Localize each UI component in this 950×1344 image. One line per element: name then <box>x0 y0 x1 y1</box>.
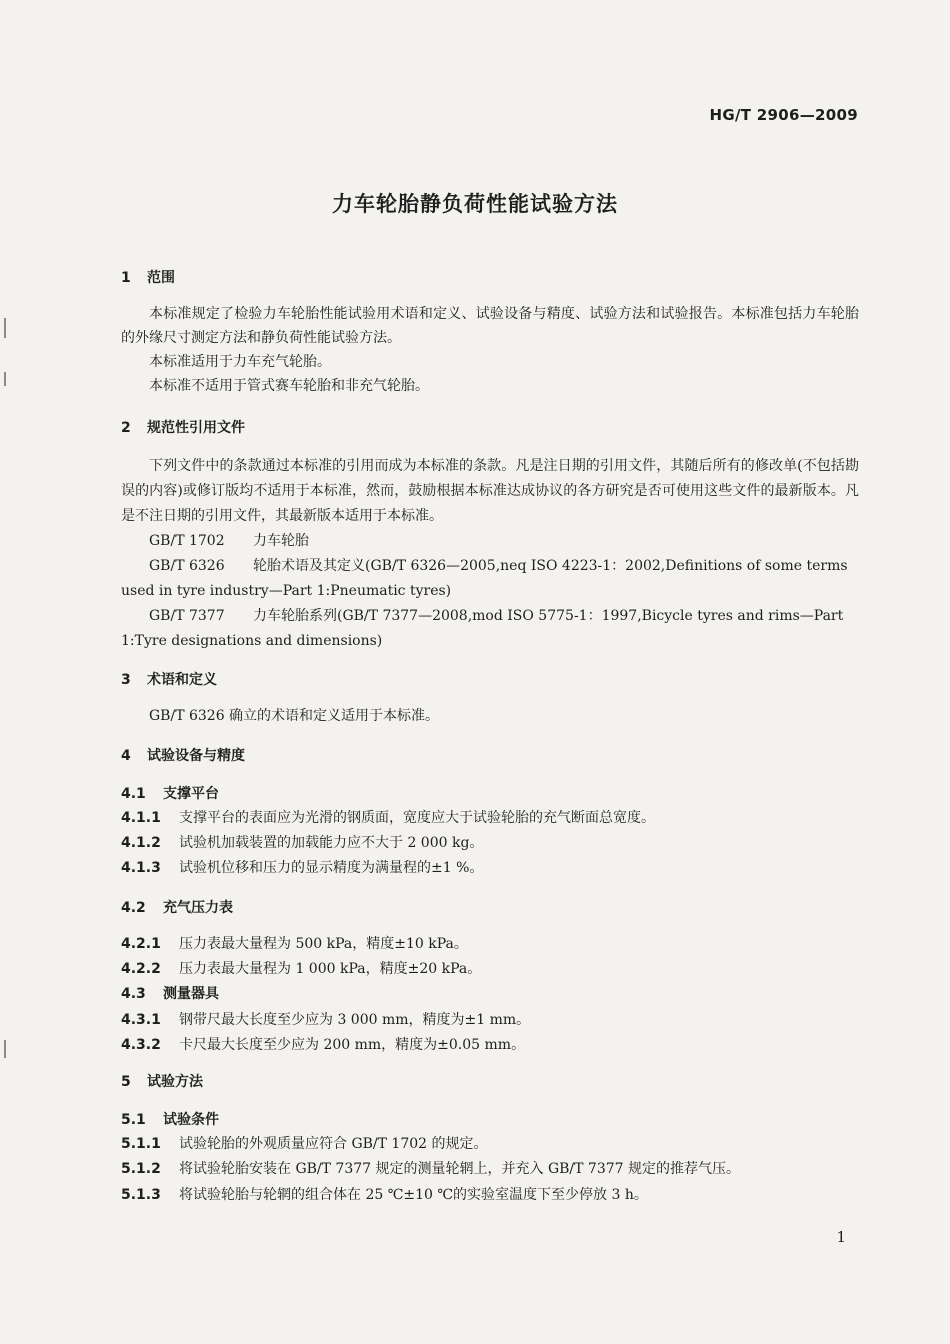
clause-text: 将试验轮胎安装在 GB/T 7377 规定的测量轮辋上，并充入 GB/T 7377 规定的推荐气压。 <box>179 1161 741 1177</box>
subsection-title: 支撑平台 <box>163 786 219 802</box>
clause-5-1-3 <box>121 1185 648 1205</box>
paragraph: 本标准不适用于管式赛车轮胎和非充气轮胎。 <box>149 378 429 394</box>
subsection-4-3-heading <box>121 984 219 1004</box>
clause-5-1-1 <box>121 1134 488 1154</box>
subsection-number: 4.1 <box>121 786 146 802</box>
section-2-body <box>121 454 859 654</box>
clause-text: 压力表最大量程为 1 000 kPa，精度±20 kPa。 <box>179 961 482 977</box>
section-title: 范围 <box>147 270 175 286</box>
section-title: 术语和定义 <box>147 672 217 688</box>
clause-number: 5.1.2 <box>121 1161 161 1177</box>
subsection-5-1-heading <box>121 1110 219 1130</box>
clause-4-2-2 <box>121 959 481 979</box>
clause-4-3-1 <box>121 1010 530 1030</box>
clause-text: 试验轮胎的外观质量应符合 GB/T 1702 的规定。 <box>179 1136 488 1152</box>
clause-4-3-2 <box>121 1035 525 1055</box>
section-number: 5 <box>121 1074 131 1090</box>
section-number: 3 <box>121 672 131 688</box>
clause-number: 4.3.2 <box>121 1037 161 1053</box>
clause-number: 4.2.1 <box>121 936 161 952</box>
subsection-number: 5.1 <box>121 1112 146 1128</box>
clause-text: 钢带尺最大长度至少应为 3 000 mm，精度为±1 mm。 <box>179 1012 531 1028</box>
section-3-body <box>121 704 859 728</box>
clause-4-1-2 <box>121 833 483 853</box>
reference-code: GB/T 6326 <box>149 558 225 574</box>
reference-text: 力车轮胎系列(GB/T 7377—2008,mod ISO 5775-1：1997,Bicycle tyres and rims—Part 1:Tyre designations and dimensions) <box>121 608 844 649</box>
reference-code: GB/T 7377 <box>149 608 225 624</box>
paragraph: 本标准规定了检验力车轮胎性能试验用术语和定义、试验设备与精度、试验方法和试验报告。本标准包括力车轮胎的外缘尺寸测定方法和静负荷性能试验方法。 <box>121 306 859 346</box>
normative-reference <box>121 529 859 554</box>
page-number: 1 <box>836 1228 846 1246</box>
clause-number: 4.1.2 <box>121 835 161 851</box>
clause-text: 支撑平台的表面应为光滑的钢质面，宽度应大于试验轮胎的充气断面总宽度。 <box>179 810 655 826</box>
paragraph: 本标准适用于力车充气轮胎。 <box>149 354 331 370</box>
clause-4-1-3 <box>121 858 483 878</box>
subsection-number: 4.3 <box>121 986 146 1002</box>
clause-text: 压力表最大量程为 500 kPa，精度±10 kPa。 <box>179 936 468 952</box>
reference-text: 轮胎术语及其定义(GB/T 6326—2005,neq ISO 4223-1：2002,Definitions of some terms used in tyre industry—Part 1:Pneumatic tyres) <box>121 558 848 599</box>
clause-number: 4.1.1 <box>121 810 161 826</box>
section-1-heading <box>121 268 175 288</box>
section-number: 1 <box>121 270 131 286</box>
clause-number: 5.1.3 <box>121 1187 161 1203</box>
standard-code: HG/T 2906—2009 <box>709 106 858 124</box>
section-title: 规范性引用文件 <box>147 420 245 436</box>
clause-5-1-2 <box>121 1159 740 1179</box>
subsection-title: 试验条件 <box>163 1112 219 1128</box>
clause-text: 试验机加载装置的加载能力应不大于 2 000 kg。 <box>179 835 484 851</box>
scan-edge-mark <box>4 1040 6 1058</box>
section-title: 试验设备与精度 <box>147 748 245 764</box>
normative-reference <box>121 554 859 604</box>
subsection-number: 4.2 <box>121 900 146 916</box>
paragraph: 下列文件中的条款通过本标准的引用而成为本标准的条款。凡是注日期的引用文件，其随后所有的修改单(不包括勘误的内容)或修订版均不适用于本标准，然而，鼓励根据本标准达成协议的各方研究是否可使用这些文件的最新版本。凡是不注日期的引用文件，其最新版本适用于本标准。 <box>121 458 859 524</box>
subsection-4-2-heading <box>121 898 233 918</box>
clause-text: 卡尺最大长度至少应为 200 mm，精度为±0.05 mm。 <box>179 1037 526 1053</box>
document-title: 力车轮胎静负荷性能试验方法 <box>332 192 618 216</box>
section-5-heading <box>121 1072 203 1092</box>
paragraph: GB/T 6326 确立的术语和定义适用于本标准。 <box>149 708 440 724</box>
section-title: 试验方法 <box>147 1074 203 1090</box>
scan-edge-mark <box>4 318 6 338</box>
clause-text: 将试验轮胎与轮辋的组合体在 25 ℃±10 ℃的实验室温度下至少停放 3 h。 <box>179 1187 648 1203</box>
section-4-heading <box>121 746 245 766</box>
scan-edge-mark <box>4 372 6 386</box>
reference-code: GB/T 1702 <box>149 533 225 549</box>
subsection-4-1-heading <box>121 784 219 804</box>
clause-number: 4.2.2 <box>121 961 161 977</box>
normative-reference <box>121 604 859 654</box>
clause-number: 5.1.1 <box>121 1136 161 1152</box>
subsection-title: 测量器具 <box>163 986 219 1002</box>
subsection-title: 充气压力表 <box>163 900 233 916</box>
reference-text: 力车轮胎 <box>253 533 309 549</box>
section-1-body <box>121 302 859 398</box>
clause-text: 试验机位移和压力的显示精度为满量程的±1 %。 <box>179 860 484 876</box>
clause-number: 4.1.3 <box>121 860 161 876</box>
section-2-heading <box>121 418 245 438</box>
section-3-heading <box>121 670 217 690</box>
section-number: 4 <box>121 748 131 764</box>
section-number: 2 <box>121 420 131 436</box>
clause-number: 4.3.1 <box>121 1012 161 1028</box>
clause-4-1-1 <box>121 808 655 828</box>
clause-4-2-1 <box>121 934 468 954</box>
